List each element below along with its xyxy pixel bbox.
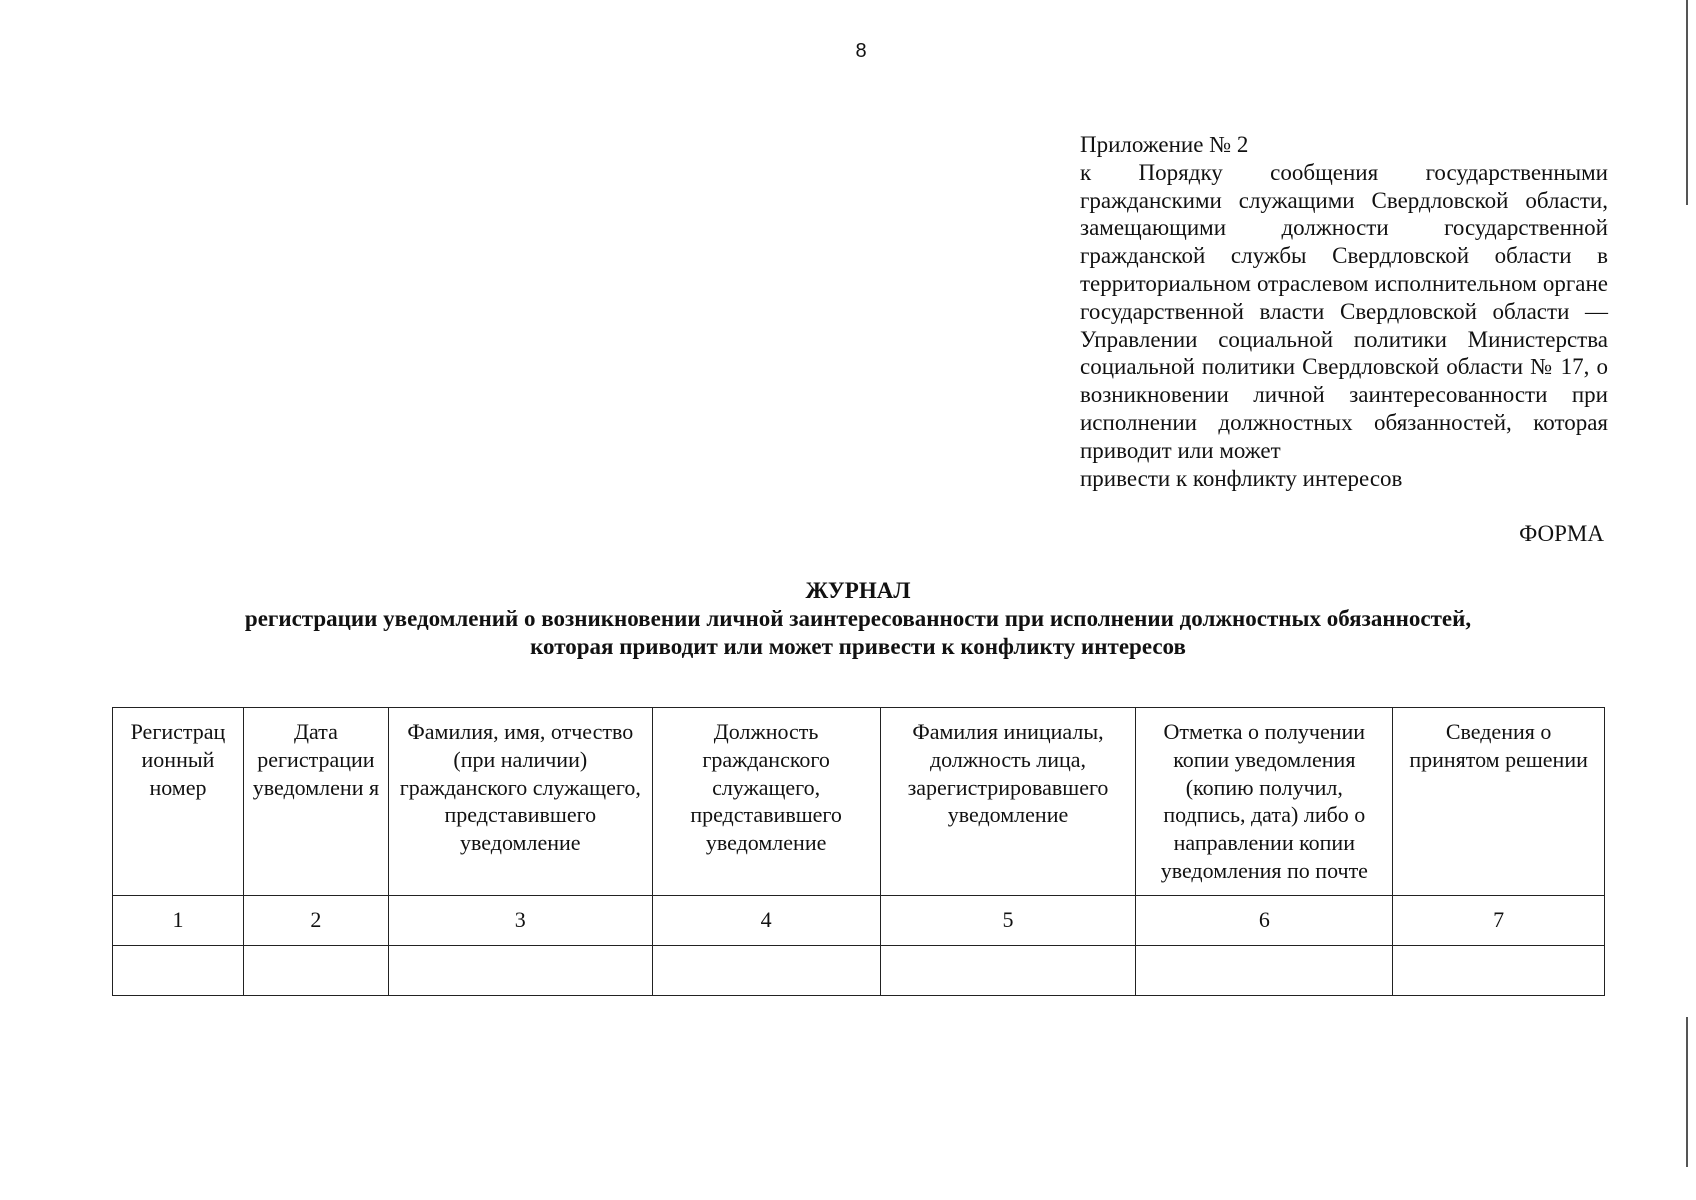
column-number: 3 <box>388 895 652 945</box>
scan-edge-mark-top <box>1686 0 1688 205</box>
journal-title: ЖУРНАЛ <box>805 578 911 603</box>
journal-subtitle-line-2: которая приводит или может привести к конфликту интересов <box>530 634 1186 659</box>
header-employee-name: Фамилия, имя, отчество (при наличии) гражданского служащего, представившего уведомление <box>388 708 652 896</box>
header-registration-date: Дата регистрации уведомлени я <box>243 708 388 896</box>
empty-cell <box>1136 945 1393 995</box>
appendix-last-line: привести к конфликту интересов <box>1080 465 1403 491</box>
column-number: 7 <box>1393 895 1605 945</box>
appendix-body: к Порядку сообщения государственными гражданскими служащими Свердловской области, замещающими должности государственной гражданской службы Свердловской области в территориальном отраслевом исполнительном органе государственной власти Свердловской области — Управлении социальной политики Министерства социальной политики Свердловской области № 17, о возникновении личной заинтересованности при исполнении должностных обязанностей, которая приводит или может <box>1080 159 1608 463</box>
column-number: 1 <box>113 895 244 945</box>
empty-cell <box>388 945 652 995</box>
scan-edge-mark-bottom <box>1686 1017 1688 1167</box>
empty-cell <box>243 945 388 995</box>
header-registration-number: Регистрац ионный номер <box>113 708 244 896</box>
column-number: 2 <box>243 895 388 945</box>
table-header-row <box>113 708 1605 896</box>
empty-cell <box>880 945 1136 995</box>
appendix-title: Приложение № 2 <box>1080 132 1249 157</box>
empty-cell <box>1393 945 1605 995</box>
column-number: 5 <box>880 895 1136 945</box>
column-number-row <box>113 895 1605 945</box>
header-registrar: Фамилия инициалы, должность лица, зарегистрировавшего уведомление <box>880 708 1136 896</box>
header-decision: Сведения о принятом решении <box>1393 708 1605 896</box>
appendix-block <box>1080 131 1608 492</box>
page-number: 8 <box>855 40 867 62</box>
journal-heading <box>112 577 1604 661</box>
forma-label: ФОРМА <box>1519 521 1604 546</box>
journal-table <box>112 707 1605 996</box>
journal-subtitle-line-1: регистрации уведомлений о возникновении личной заинтересованности при исполнении должностных обязанностей, <box>244 606 1472 631</box>
header-copy-mark: Отметка о получении копии уведомления (копию получил, подпись, дата) либо о направлении копии уведомления по почте <box>1136 708 1393 896</box>
empty-cell <box>652 945 880 995</box>
column-number: 6 <box>1136 895 1393 945</box>
column-number: 4 <box>652 895 880 945</box>
empty-table-row <box>113 945 1605 995</box>
header-employee-position: Должность гражданского служащего, представившего уведомление <box>652 708 880 896</box>
empty-cell <box>113 945 244 995</box>
